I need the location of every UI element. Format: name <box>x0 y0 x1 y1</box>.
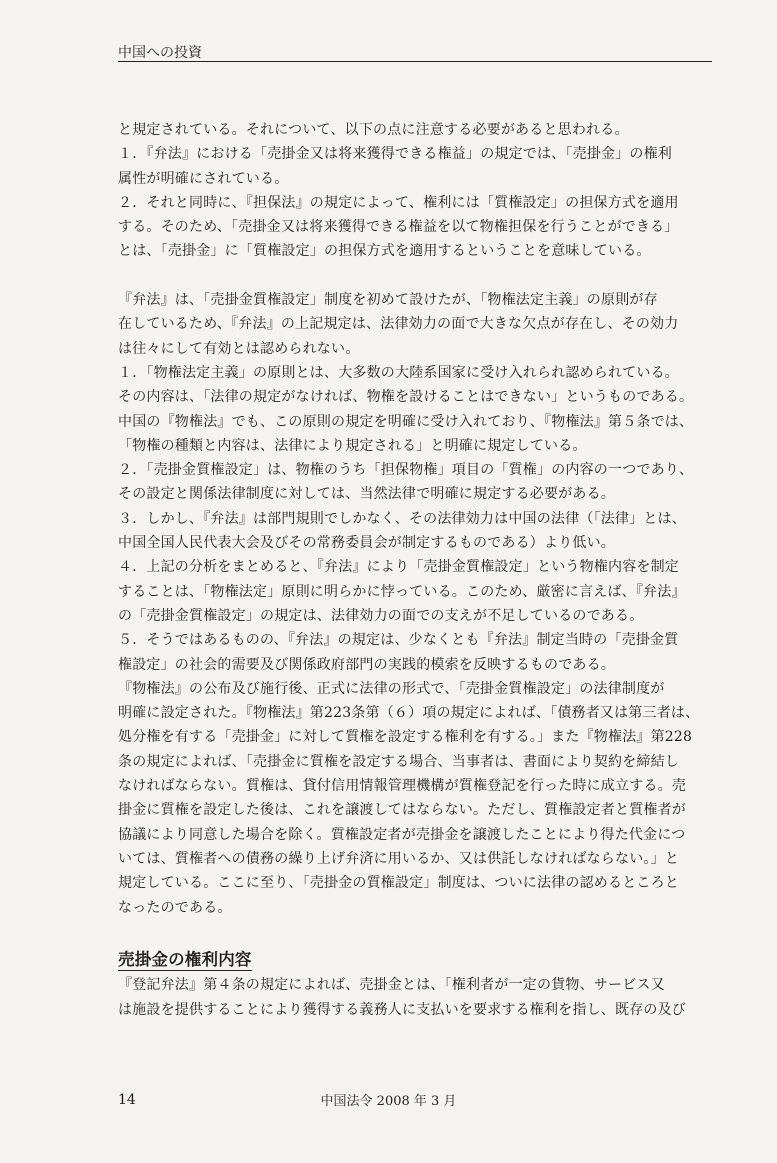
body-text <box>118 118 720 920</box>
text-line: 協議により同意した場合を除く。質権設定者が売掛金を譲渡したことにより得た代金につ <box>118 826 686 843</box>
text-line: 中国全国人民代表大会及びその常務委員会が制定するものである）より低い。 <box>118 535 615 552</box>
text-line: する。そのため、「売掛金又は将来獲得できる権益を以て物権担保を行うことができる」 <box>118 219 679 236</box>
text-line: その設定と関係法律制度に対しては、当然法律で明確に規定する必要がある。 <box>118 486 615 503</box>
header-title: 中国への投資 <box>118 45 202 61</box>
section-text <box>118 973 720 1022</box>
text-line: 規定している。ここに至り、「売掛金の質権設定」制度は、ついに法律の認めるところと <box>118 875 679 892</box>
publication-footer: 中国法令 2008 年 3 月 <box>320 1094 457 1109</box>
text-line: 『登記弁法』第４条の規定によれば、売掛金とは、「権利者が一定の貨物、サービス又 <box>118 977 665 994</box>
text-line: 『弁法』は、「売掛金質権設定」制度を初めて設けたが、「物権法定主義」の原則が存 <box>118 292 658 309</box>
text-line: ２．それと同時に、『担保法』の規定によって、権利には「質権設定」の担保方式を適用 <box>118 194 679 211</box>
text-line: とは、「売掛金」に「質権設定」の担保方式を適用するということを意味している。 <box>118 243 651 260</box>
text-line: 在しているため、『弁法』の上記規定は、法律効力の面で大きな欠点が存在し、その効力 <box>118 316 679 333</box>
text-line: ３．しかし、『弁法』は部門規則でしかなく、その法律効力は中国の法律（「法律」とは、 <box>118 510 686 527</box>
text-line: と規定されている。それについて、以下の点に注意する必要があると思われる。 <box>118 122 629 138</box>
text-line: 属性が明確にされている。 <box>118 170 289 187</box>
text-line: いては、質権者への債務の繰り上げ弁済に用いるか、又は供託しなければならない。」と <box>118 850 679 867</box>
text-line: ５．そうではあるものの、『弁法』の規定は、少なくとも『弁法』制定当時の「売掛金質 <box>118 632 679 649</box>
text-line: なければならない。質権は、貸付信用情報管理機構が質権登記を行った時に成立する。売 <box>118 778 686 795</box>
text-line: １．「物権法定主義」の原則とは、大多数の大陸系国家に受け入れられ認められている。 <box>118 364 679 381</box>
text-line: は施設を提供することにより獲得する義務人に支払いを要求する権利を指し、既存の及び <box>118 1001 686 1018</box>
text-line: 掛金に質権を設定した後は、これを譲渡してはならない。ただし、質権設定者と質権者が <box>118 802 686 819</box>
paragraph-gap <box>118 264 720 288</box>
text-line: ２．「売掛金質権設定」は、物権のうち「担保物権」項目の「質権」の内容の一つであり、 <box>118 462 694 479</box>
text-line: １．『弁法』における「売掛金又は将来獲得できる権益」の規定では、「売掛金」の権利 <box>118 146 672 163</box>
text-line: は往々にして有効とは認められない。 <box>118 340 360 357</box>
page-number: 14 <box>118 1092 136 1108</box>
text-line: その内容は、「法律の規定がなければ、物権を設けることはできない」というものである。 <box>118 389 694 406</box>
text-line: の「売掛金質権設定」の規定は、法律効力の面での支えが不足しているのである。 <box>118 607 644 624</box>
text-line: 『物権法』の公布及び施行後、正式に法律の形式で、「売掛金質権設定」の法律制度が <box>118 680 665 697</box>
text-line: 中国の『物権法』でも、この原則の規定を明確に受け入れており、『物権法』第５条では、 <box>118 413 694 430</box>
text-line: 権設定」の社会的需要及び関係政府部門の実践的模索を反映するものである。 <box>118 656 615 673</box>
section-title: 売掛金の権利内容 <box>118 950 252 970</box>
text-line: ４．上記の分析をまとめると、『弁法』により「売掛金質権設定」という物権内容を制定 <box>118 559 679 576</box>
text-line: なったのである。 <box>118 899 232 916</box>
text-line: 処分権を有する「売掛金」に対して質権を設定する権利を有する。」また『物権法』第228 <box>118 729 693 746</box>
running-header <box>118 42 712 62</box>
text-line: 「物権の種類と内容は、法律により規定される」と明確に規定している。 <box>118 437 587 454</box>
text-line: 明確に設定された。『物権法』第223条第（６）項の規定によれば、「債務者又は第三者は、 <box>118 705 700 722</box>
text-line: 条の規定によれば、「売掛金に質権を設定する場合、当事者は、書面により契約を締結し <box>118 753 679 770</box>
article-body <box>118 118 720 1022</box>
text-line: することは、「物権法定」原則に明らかに悖っている。このため、厳密に言えば、『弁法』 <box>118 583 686 600</box>
